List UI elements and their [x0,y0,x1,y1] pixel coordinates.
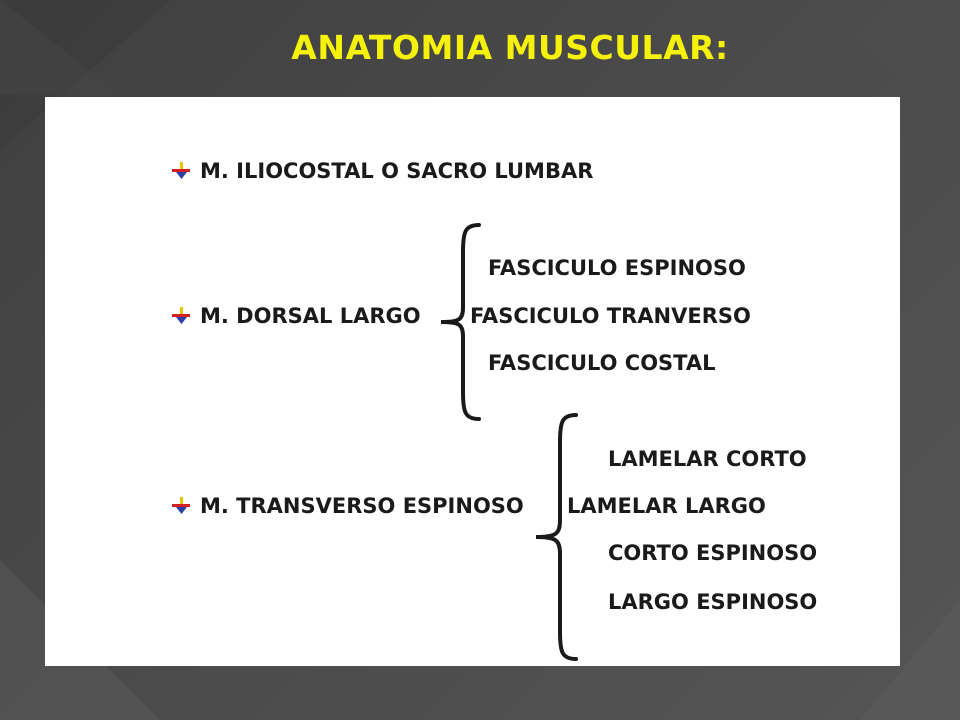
sub-lamelar-corto: LAMELAR CORTO [608,447,807,471]
sub-largo-espinoso: LARGO ESPINOSO [608,590,818,614]
item-iliocostal: M. ILIOCOSTAL O SACRO LUMBAR [200,159,594,183]
arrow-bullet-icon [172,307,190,325]
sub-fasciculo-espinoso: FASCICULO ESPINOSO [488,256,746,280]
sub-corto-espinoso: CORTO ESPINOSO [608,541,818,565]
sub-fasciculo-tranverso: FASCICULO TRANVERSO [470,304,751,328]
item-transverso-espinoso: M. TRANSVERSO ESPINOSO [200,494,524,518]
sub-fasciculo-costal: FASCICULO COSTAL [488,351,716,375]
item-dorsal-largo: M. DORSAL LARGO [200,304,421,328]
arrow-bullet-icon [172,162,190,180]
arrow-bullet-icon [172,497,190,515]
curly-brace-transverso [530,412,586,664]
sub-lamelar-largo: LAMELAR LARGO [567,494,766,518]
slide-title: ANATOMIA MUSCULAR: [291,28,729,67]
content-panel [45,97,900,666]
